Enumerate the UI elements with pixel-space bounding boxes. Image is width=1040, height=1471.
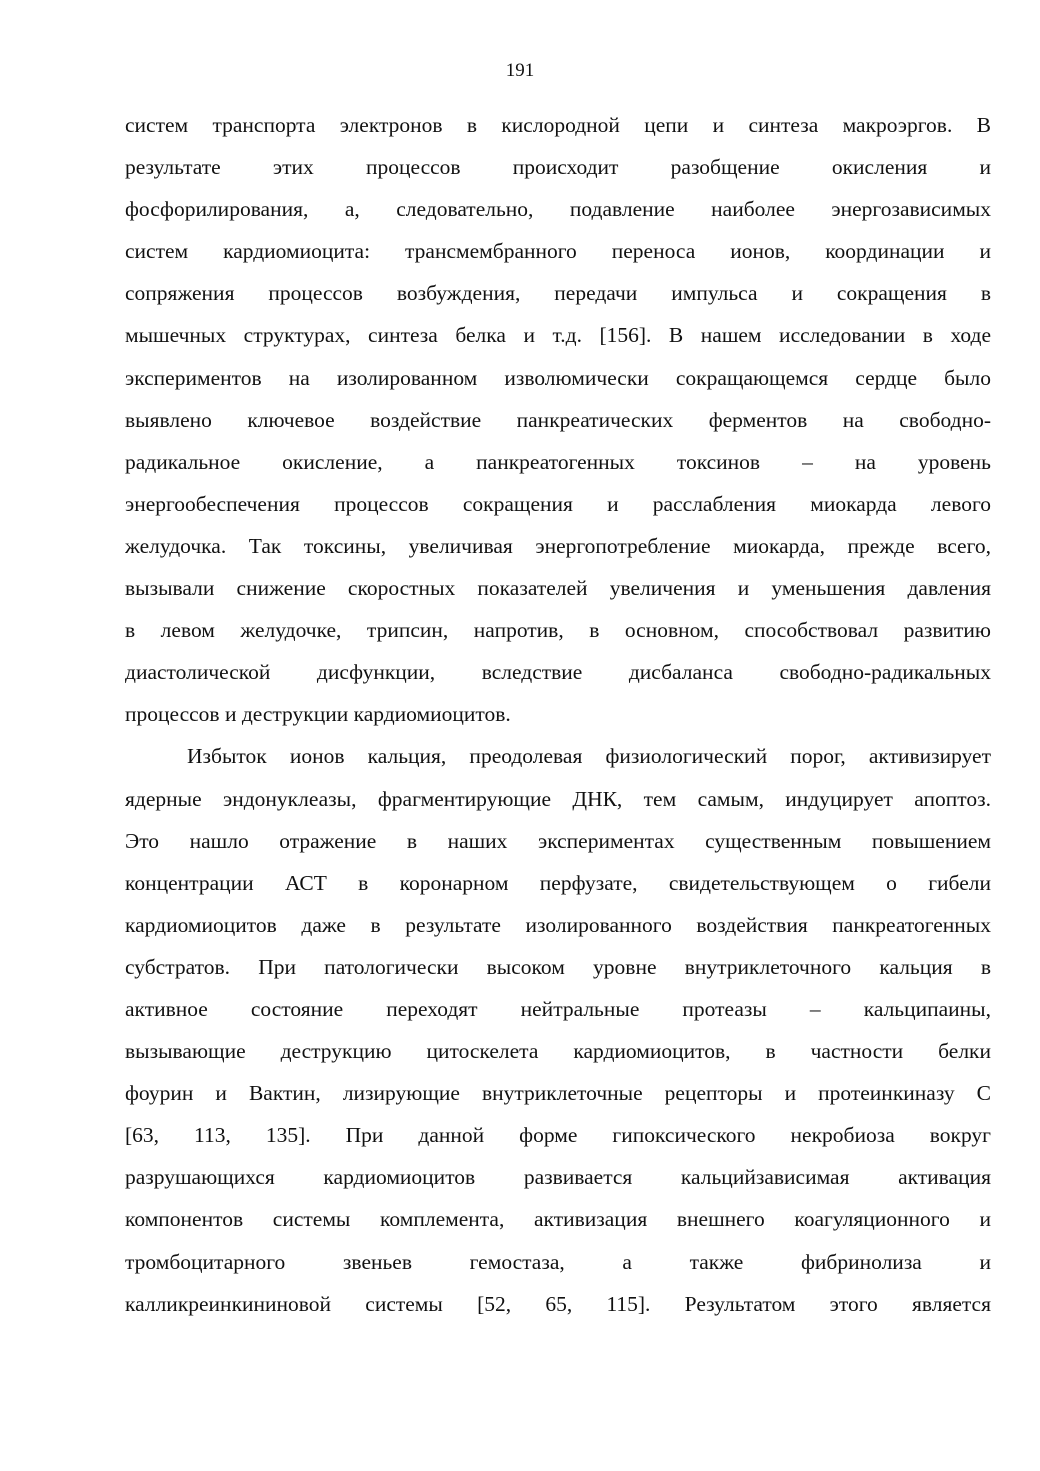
- text-line: концентрации АСТ в коронарном перфузате, свидетельствующем о гибели: [125, 870, 991, 895]
- page-number: 191: [505, 60, 535, 81]
- text-line: выявлено ключевое воздействие панкреатических ферментов на свободно-: [125, 407, 991, 432]
- text-line: мышечных структурах, синтеза белка и т.д. [156]. В нашем исследовании в ходе: [125, 323, 991, 348]
- text-line: сопряжения процессов возбуждения, передачи импульса и сокращения в: [125, 281, 991, 306]
- text-line: разрушающихся кардиомиоцитов развивается кальцийзависимая активация: [125, 1165, 991, 1190]
- text-line: диастолической дисфункции, вследствие дисбаланса свободно-радикальных: [125, 660, 991, 685]
- text-line: систем кардиомиоцита: трансмембранного переноса ионов, координации и: [125, 239, 991, 264]
- paragraph-2: [125, 735, 991, 1324]
- text-line: в левом желудочке, трипсин, напротив, в основном, способствовал развитию: [125, 618, 991, 643]
- text-line: Это нашло отражение в наших экспериментах существенным повышением: [125, 828, 991, 853]
- text-line: субстратов. При патологически высоком уровне внутриклеточного кальция в: [125, 954, 991, 979]
- text-line: компонентов системы комплемента, активизация внешнего коагуляционного и: [125, 1207, 991, 1232]
- text-line: вызывали снижение скоростных показателей увеличения и уменьшения давления: [125, 576, 991, 601]
- text-line: радикальное окисление, а панкреатогенных токсинов – на уровень: [125, 449, 991, 474]
- text-line: активное состояние переходят нейтральные протеазы – кальципаины,: [125, 996, 991, 1021]
- text-line: кардиомиоцитов даже в результате изолированного воздействия панкреатогенных: [125, 912, 991, 937]
- body-text: [125, 104, 991, 1325]
- text-line: ядерные эндонуклеазы, фрагментирующие ДНК, тем самым, индуцирует апоптоз.: [125, 786, 991, 811]
- text-line: фоурин и Вактин, лизирующие внутриклеточные рецепторы и протеинкиназу С: [125, 1081, 991, 1106]
- text-line: энергообеспечения процессов сокращения и расслабления миокарда левого: [125, 491, 991, 516]
- text-line: фосфорилирования, а, следовательно, подавление наиболее энергозависимых: [125, 197, 991, 222]
- text-line: тромбоцитарного звеньев гемостаза, а также фибринолиза и: [125, 1249, 991, 1274]
- text-line: Избыток ионов кальция, преодолевая физиологический порог, активизирует: [187, 744, 991, 769]
- text-line: результате этих процессов происходит разобщение окисления и: [125, 155, 991, 180]
- text-line: желудочка. Так токсины, увеличивая энергопотребление миокарда, прежде всего,: [125, 533, 991, 558]
- text-line: систем транспорта электронов в кислородной цепи и синтеза макроэргов. В: [125, 113, 991, 137]
- text-line: экспериментов на изолированном изволюмически сокращающемся сердце было: [125, 365, 991, 390]
- text-line: вызывающие деструкцию цитоскелета кардиомиоцитов, в частности белки: [125, 1039, 991, 1064]
- paragraph-1: [125, 104, 991, 735]
- text-line: [63, 113, 135]. При данной форме гипоксического некробиоза вокруг: [125, 1123, 991, 1148]
- text-line: калликреинкининовой системы [52, 65, 115]. Результатом этого является: [125, 1291, 991, 1316]
- text-line: процессов и деструкции кардиомиоцитов.: [125, 702, 511, 727]
